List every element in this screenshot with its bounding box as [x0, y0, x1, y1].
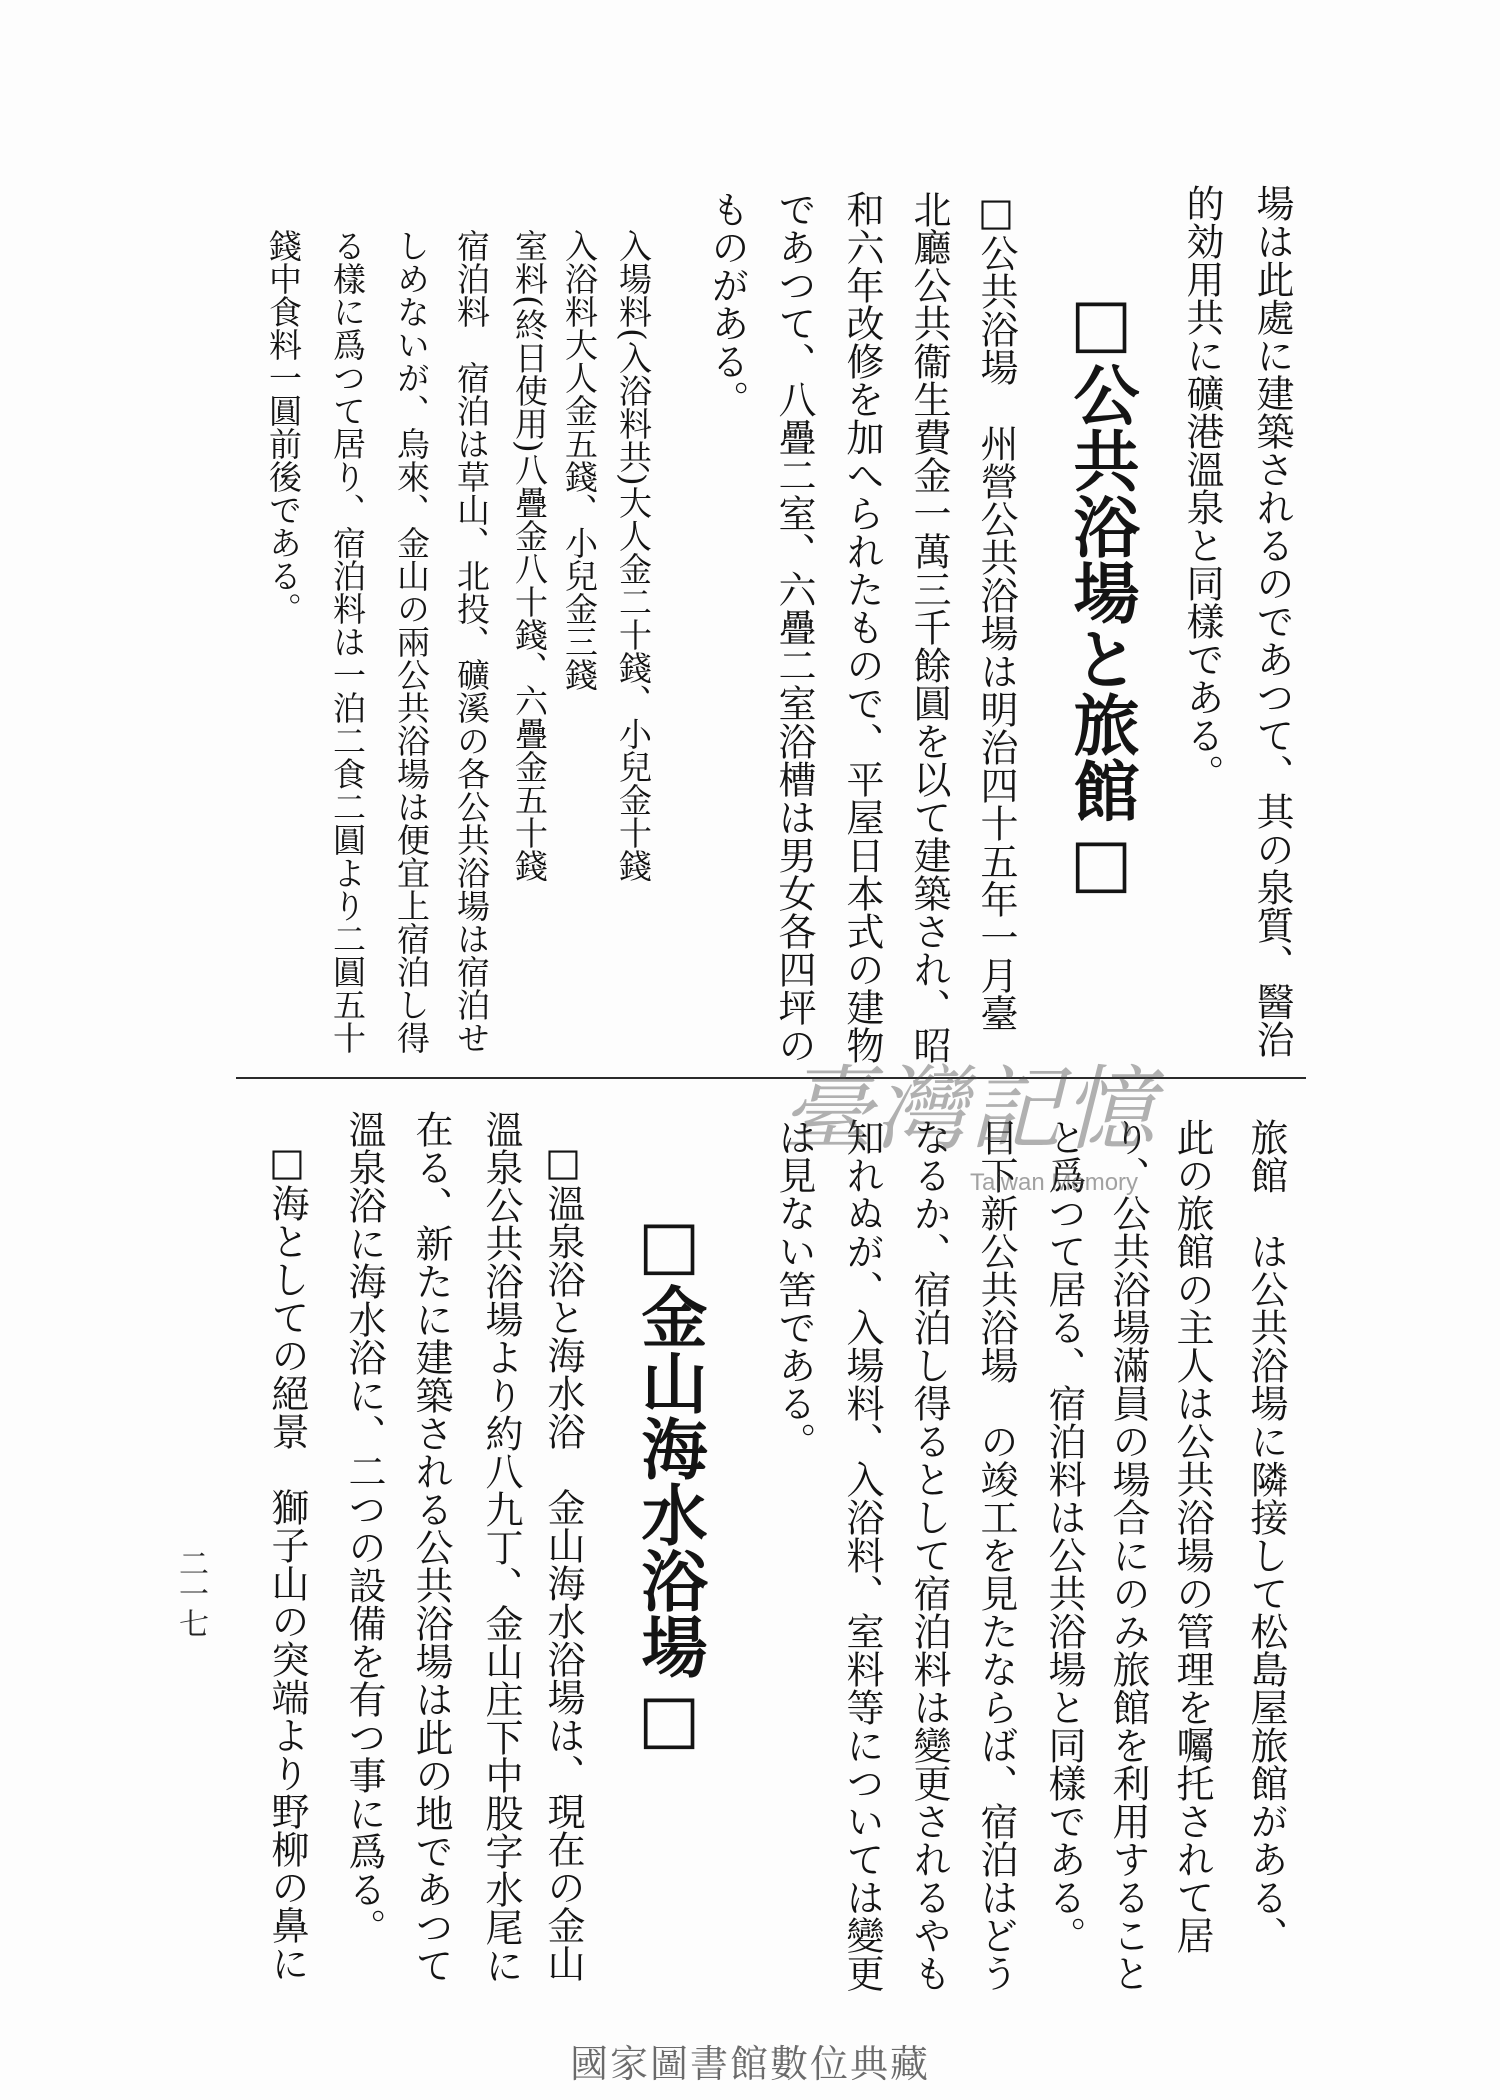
lodging-line: 宿泊料 宿泊は草山、北投、礦溪の各公共浴場は宿泊せ	[452, 229, 491, 1054]
footer-credit: 國家圖書館數位典藏	[569, 2042, 930, 2086]
watermark-subtitle: Taiwan Memory	[970, 1169, 1139, 1196]
intro-line: 的効用共に礦港溫泉と同樣である。	[1180, 184, 1224, 792]
body-line: 和六年改修を加へられたもので、平屋日本式の建物	[840, 190, 884, 1064]
heading-public-bath-and-inn: □公共浴場と旅館□	[1062, 283, 1140, 901]
fee-line: 室料(終日使用)八疊金八十錢、六疊金五十錢	[510, 229, 549, 882]
ryokan-line: 此の旅館の主人は公共浴場の管理を囑托されて居	[1170, 1118, 1214, 1954]
ryokan-line: 目下新公共浴場 の竣工を見たならば、宿泊はどう	[974, 1118, 1018, 1992]
body-line: ものがある。	[705, 190, 749, 418]
lodging-line: る樣に爲つて居り、宿泊料は一泊二食二圓より二圓五十	[328, 229, 367, 1054]
watermark-title: 臺灣記憶	[781, 1056, 1158, 1163]
page-number: 二一七	[173, 1548, 208, 1638]
body-line: であつて、八疊二室、六疊二室浴槽は男女各四坪の	[772, 190, 816, 1064]
beach-line: □海としての絕景 獅子山の突端より野柳の鼻に	[265, 1140, 309, 1982]
lodging-line: 錢中食料一圓前後である。	[264, 229, 303, 625]
heading-kinzan-beach: □金山海水浴場□	[630, 1205, 708, 1757]
section-divider	[236, 1077, 1306, 1079]
fee-line: 入浴料大人金五錢、小兒金三錢	[560, 229, 599, 691]
beach-line: □溫泉浴と海水浴 金山海水浴場は、現在の金山	[541, 1140, 585, 1982]
ryokan-line: なるか、宿泊し得るとして宿泊料は變更されるやも	[907, 1118, 951, 1992]
ryokan-line: 知れぬが、入場料、入浴料、室料等については變更	[840, 1118, 884, 1992]
beach-line: 溫泉浴に海水浴に、二つの設備を有つ事に爲る。	[342, 1110, 386, 1946]
intro-line: 場は此處に建築されるのであつて、其の泉質、醫治	[1250, 184, 1294, 1058]
fee-line: 入場料(入浴料共)大人金二十錢、小兒金十錢	[614, 229, 653, 882]
body-line: □公共浴場 州營公共浴場は明治四十五年一月臺	[974, 190, 1018, 1032]
ryokan-line: と爲つて居る、宿泊料は公共浴場と同樣である。	[1042, 1118, 1086, 1954]
ryokan-line: 旅館 は公共浴場に隣接して松島屋旅館がある、	[1244, 1118, 1288, 1954]
lodging-line: しめないが、烏來、金山の兩公共浴場は便宜上宿泊し得	[392, 229, 431, 1054]
beach-line: 溫泉公共浴場より約八九丁、金山庄下中股字水尾に	[479, 1110, 523, 1984]
ryokan-line: り、公共浴場滿員の場合にのみ旅館を利用すること	[1106, 1118, 1150, 1992]
body-line: 北廳公共衞生費金一萬三千餘圓を以て建築され、昭	[907, 190, 951, 1064]
beach-line: 在る、新たに建築される公共浴場は此の地であつて	[409, 1110, 453, 1984]
ryokan-line: は見ない筈である。	[772, 1118, 816, 1460]
